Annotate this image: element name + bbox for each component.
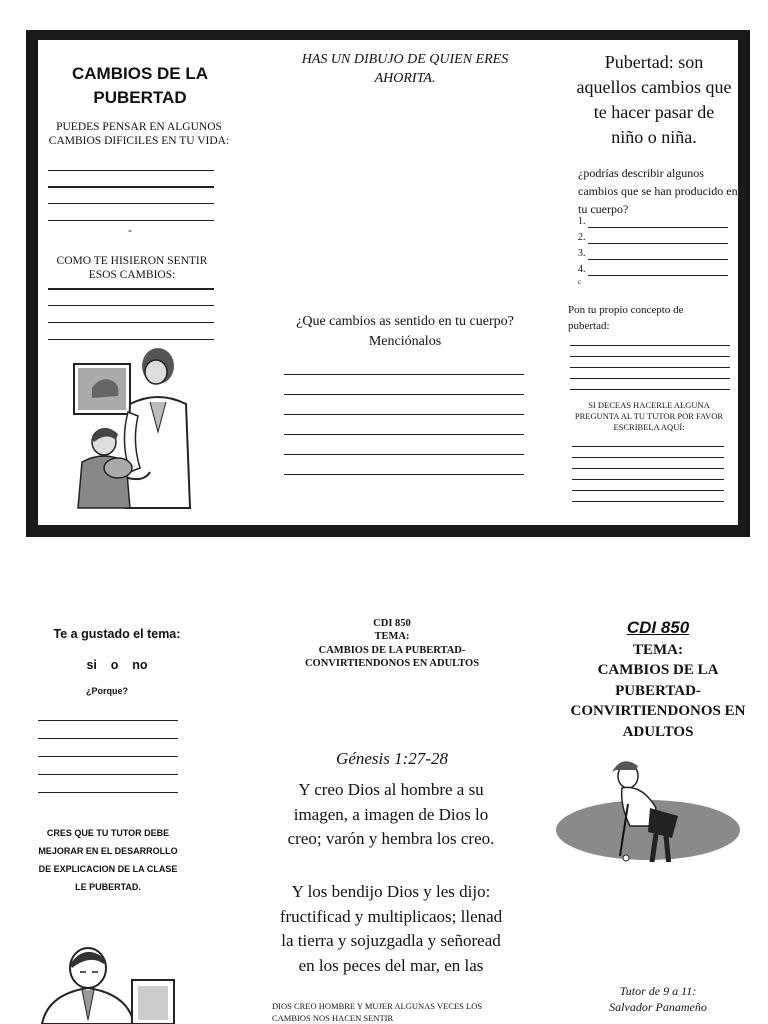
feelings-prompt: COMO TE HISIERON SENTIR ESOS CAMBIOS: <box>56 255 208 281</box>
numbered-answer-line <box>578 264 728 278</box>
golfer-icon <box>556 760 742 862</box>
liked-topic-question: Te a gustado el tema: <box>53 627 181 641</box>
tutor-improve-question: CRES QUE TU TUTOR DEBE MEJORAR EN EL DESARROLLO DE EXPLICACION DE LA CLASE LE PUBERTAD. <box>38 828 178 892</box>
answer-line <box>284 394 524 395</box>
back-footer-note: DIOS CREO HOMBRE Y MUJER ALGUNAS VECES LOS CAMBIOS NOS HACEN SENTIR <box>272 1001 483 1023</box>
answer-line <box>38 792 178 793</box>
dash-mark: - <box>128 223 132 237</box>
verse-clip <box>278 880 504 998</box>
item-number: 4. <box>578 264 586 275</box>
answer-line <box>48 305 214 306</box>
tutor-question-prompt: SI DECEAS HACERLE ALGUNA PREGUNTA AL TU TUTOR POR FAVOR ESCRIBELA AQUÍ: <box>574 400 724 432</box>
item-number: 2. <box>578 232 586 243</box>
cover-tema: CAMBIOS DE LA PUBERTAD-CONVIRTIENDONOS EN ADULTOS <box>570 662 746 740</box>
why-label: ¿Porque? <box>86 686 128 696</box>
answer-line <box>38 774 178 775</box>
doctor-with-child-icon <box>72 342 192 510</box>
item-number: 3. <box>578 248 586 259</box>
answer-line <box>38 756 178 757</box>
answer-line <box>570 389 730 390</box>
answer-line <box>284 474 524 475</box>
answer-line <box>284 374 524 375</box>
cover-tema-label: TEMA: <box>633 642 683 658</box>
answer-line <box>38 720 178 721</box>
answer-line <box>284 434 524 435</box>
draw-yourself-heading: HAS UN DIBUJO DE QUIEN ERES AHORITA. <box>301 52 509 86</box>
puberty-definition: Pubertad: son aquellos cambios que te hacer pasar de niño o niña. <box>576 52 732 147</box>
answer-line <box>570 378 730 379</box>
answer-line <box>48 220 214 221</box>
own-concept-prompt: Pon tu propio concepto de pubertad: <box>568 304 684 332</box>
answer-line <box>48 339 214 340</box>
answer-line <box>48 203 214 204</box>
back-cover-code: CDI 850 <box>373 618 411 629</box>
answer-line <box>570 367 730 368</box>
answer-line <box>572 446 724 447</box>
numbered-answer-line <box>578 232 728 246</box>
difficult-changes-prompt: PUEDES PENSAR EN ALGUNOS CAMBIOS DIFICILES EN TU VIDA: <box>48 121 230 147</box>
tutor-name: Salvador Panameño <box>609 1000 707 1014</box>
body-changes-question: ¿Que cambios as sentido en tu cuerpo? Menciónalos <box>296 314 514 349</box>
answer-line <box>284 414 524 415</box>
man-at-computer-icon <box>36 946 178 1024</box>
answer-line <box>48 186 214 188</box>
top-sheet <box>38 40 738 525</box>
verse-paragraph-1: Y creo Dios al hombre a su imagen, a imagen de Dios lo creo; varón y hembra los creo. <box>287 780 495 848</box>
answer-line <box>572 490 724 491</box>
back-cover-tema: CAMBIOS DE LA PUBERTAD-CONVIRTIENDONOS EN ADULTOS <box>304 645 480 669</box>
top-left-title: CAMBIOS DE LA PUBERTAD <box>72 64 208 107</box>
yes-no-options: si o no <box>86 658 148 672</box>
tutor-schedule: Tutor de 9 a 11: <box>619 984 697 998</box>
verse-reference: Génesis 1:27-28 <box>336 749 448 768</box>
item-number: 1. <box>578 216 586 227</box>
answer-line <box>570 345 730 346</box>
answer-line <box>38 738 178 739</box>
answer-line <box>572 501 724 502</box>
bottom-sheet <box>0 560 768 1024</box>
back-cover-tema-label: TEMA: <box>374 631 410 642</box>
answer-line <box>572 457 724 458</box>
verse-paragraph-2: Y los bendijo Dios y les dijo: fructificad y multiplicaos; llenad la tierra y sojuzgadla y señoread en los peces del mar, en las <box>279 882 503 975</box>
answer-line <box>48 288 214 290</box>
numbered-answer-line <box>578 248 728 262</box>
answer-line <box>570 356 730 357</box>
answer-line <box>48 322 214 323</box>
numbered-answer-line <box>578 216 728 230</box>
answer-line <box>284 454 524 455</box>
top-sheet-frame <box>26 30 750 537</box>
describe-changes-question: ¿podrías describir algunos cambios que se han producido en tu cuerpo? <box>578 166 738 216</box>
cover-code: CDI 850 <box>626 618 690 637</box>
answer-line <box>572 479 724 480</box>
answer-line <box>572 468 724 469</box>
item-number: c <box>578 278 582 286</box>
answer-line <box>48 170 214 171</box>
